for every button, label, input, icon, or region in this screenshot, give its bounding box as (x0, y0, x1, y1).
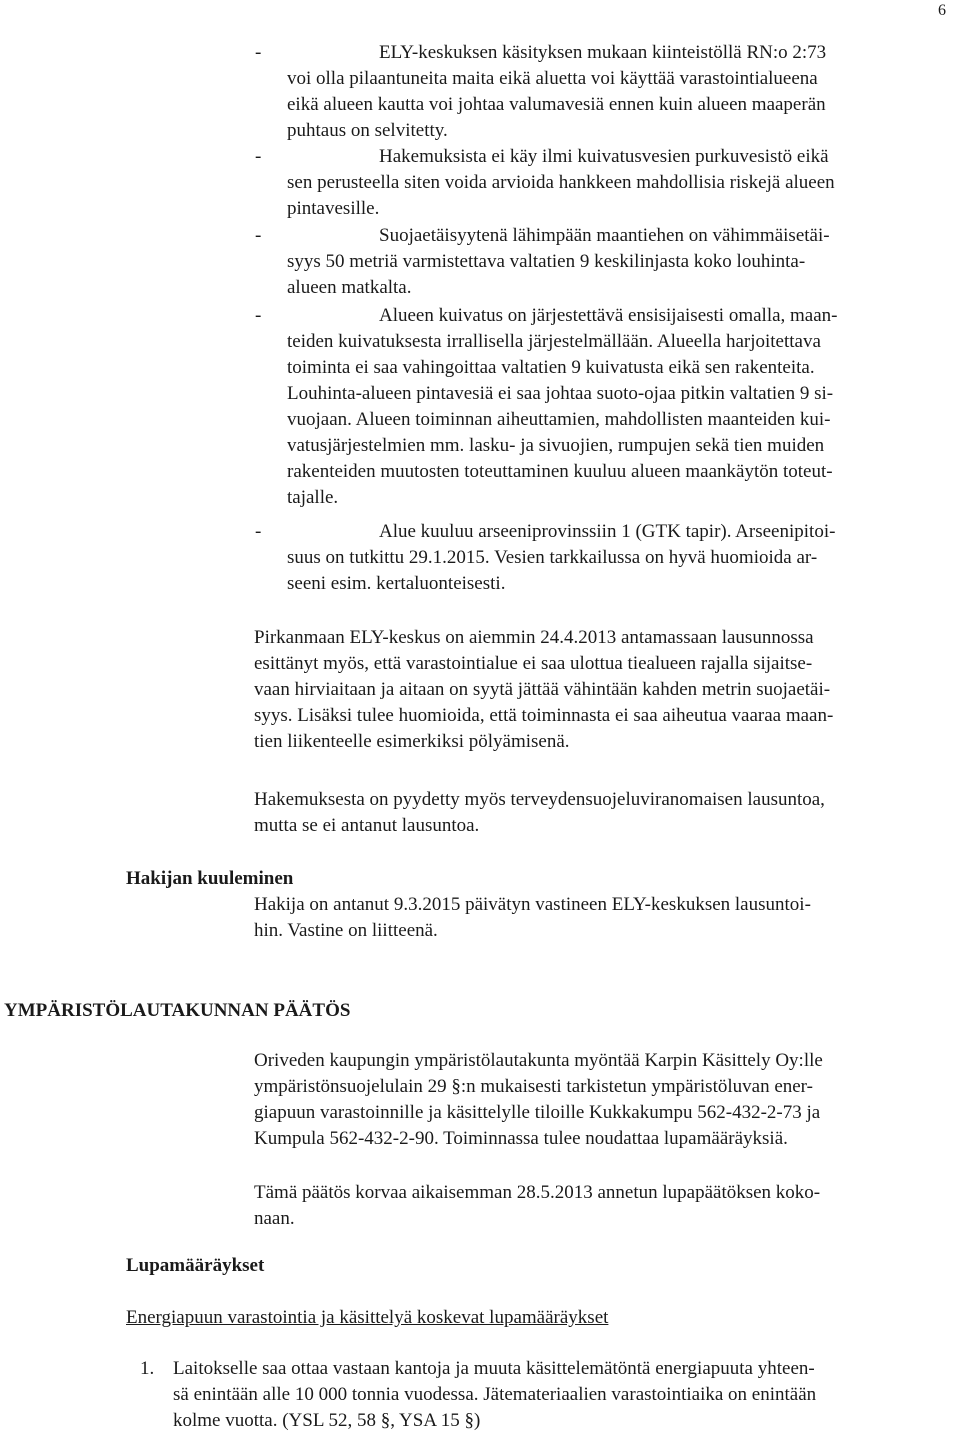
paragraph-line: Hakija on antanut 9.3.2015 päivätyn vastineen ELY-keskuksen lausuntoi- (254, 894, 811, 915)
paragraph-line: syys. Lisäksi tulee huomioida, että toiminnasta ei saa aiheutua vaaraa maan- (254, 705, 834, 726)
bullet-line: voi olla pilaantuneita maita eikä aluetta voi käyttää varastointialueena (287, 68, 818, 89)
subheading-energy-wood: Energiapuun varastointia ja käsittelyä koskevat lupamääräykset (126, 1307, 609, 1328)
bullet-line: Hakemuksista ei käy ilmi kuivatusvesien purkuvesistö eikä (379, 146, 829, 167)
paragraph-line: Pirkanmaan ELY-keskus on aiemmin 24.4.2013 antamassaan lausunnossa (254, 627, 814, 648)
bullet-line: toiminta ei saa vahingoittaa valtatien 9 kuivatusta eikä sen rakenteita. (287, 357, 815, 378)
bullet-line: Alue kuuluu arseeniprovinssiin 1 (GTK tapir). Arseenipitoi- (379, 521, 836, 542)
bullet-dash: - (255, 146, 262, 167)
bullet-line: vatusjärjestelmien mm. lasku- ja sivuojien, rumpujen sekä tien muiden (287, 435, 825, 456)
paragraph-health-authority (254, 787, 825, 839)
page-number: 6 (938, 2, 946, 19)
bullet-line: rakenteiden muutosten toteuttaminen kuuluu alueen maankäytön toteut- (287, 461, 833, 482)
paragraph-line: tien liikenteelle esimerkiksi pölyämisenä. (254, 731, 570, 752)
list-item-line: sä enintään alle 10 000 tonnia vuodessa. Jätemateriaalien varastointiaika on enintään (173, 1384, 817, 1405)
paragraph-line: Hakemuksesta on pyydetty myös terveydensuojeluviranomaisen lausuntoa, (254, 789, 825, 810)
bullet-item (287, 40, 826, 144)
section-heading-hakija: Hakijan kuuleminen (126, 868, 294, 889)
paragraph-replaces (254, 1180, 820, 1232)
paragraph-line: ympäristönsuojelulain 29 §:n mukaisesti tarkistetun ympäristöluvan ener- (254, 1076, 813, 1097)
bullet-dash: - (255, 305, 262, 326)
paragraph-line: mutta se ei antanut lausuntoa. (254, 815, 480, 836)
list-item-line: kolme vuotta. (YSL 52, 58 §, YSA 15 §) (173, 1410, 481, 1431)
bullet-line: tajalle. (287, 487, 339, 508)
section-heading-paatos: YMPÄRISTÖLAUTAKUNNAN PÄÄTÖS (4, 1000, 351, 1021)
bullet-line: puhtaus on selvitetty. (287, 120, 448, 141)
paragraph-line: hin. Vastine on liitteenä. (254, 920, 438, 941)
bullet-line: seeni esim. kertaluonteisesti. (287, 573, 506, 594)
paragraph-line: Oriveden kaupungin ympäristölautakunta myöntää Karpin Käsittely Oy:lle (254, 1050, 823, 1071)
bullet-item (287, 223, 830, 301)
list-item-line: Laitokselle saa ottaa vastaan kantoja ja muuta käsittelemätöntä energiapuuta yhteen- (173, 1358, 815, 1379)
bullet-line: Alueen kuivatus on järjestettävä ensisijaisesti omalla, maan- (379, 305, 838, 326)
bullet-line: pintavesille. (287, 198, 380, 219)
bullet-item (287, 303, 838, 511)
paragraph-line: Tämä päätös korvaa aikaisemman 28.5.2013 annetun lupapäätöksen koko- (254, 1182, 821, 1203)
paragraph-line: Kumpula 562-432-2-90. Toiminnassa tulee noudattaa lupamääräyksiä. (254, 1128, 788, 1149)
paragraph-line: esittänyt myös, että varastointialue ei saa ulottua tiealueen rajalla sijaitse- (254, 653, 813, 674)
bullet-line: syys 50 metriä varmistettava valtatien 9 keskilinjasta koko louhinta- (287, 251, 806, 272)
bullet-line: alueen matkalta. (287, 277, 412, 298)
bullet-line: ELY-keskuksen käsityksen mukaan kiinteistöllä RN:o 2:73 (379, 42, 827, 63)
paragraph-line: vaan hirviaitaan ja aitaan on syytä jättää vähintään kahden metrin suojaetäi- (254, 679, 831, 700)
bullet-line: eikä alueen kautta voi johtaa valumavesiä ennen kuin alueen maaperän (287, 94, 826, 115)
bullet-item (287, 144, 835, 222)
paragraph-line: giapuun varastoinnille ja käsittelylle tiloille Kukkakumpu 562-432-2-73 ja (254, 1102, 821, 1123)
bullet-line: vuojaan. Alueen toiminnan aiheuttamien, mahdollisten maanteiden kui- (287, 409, 831, 430)
bullet-line: teiden kuivatuksesta irrallisella järjestelmällään. Alueella harjoitettava (287, 331, 821, 352)
paragraph-line: naan. (254, 1208, 295, 1229)
bullet-dash: - (255, 521, 262, 542)
bullet-line: Louhinta-alueen pintavesiä ei saa johtaa suoto-ojaa pitkin valtatien 9 si- (287, 383, 834, 404)
paragraph-ely-statement (254, 625, 833, 755)
list-item (173, 1356, 816, 1434)
list-item-number: 1. (140, 1358, 155, 1379)
bullet-dash: - (255, 225, 262, 246)
bullet-dash: - (255, 42, 262, 63)
bullet-item (287, 519, 835, 597)
bullet-line: Suojaetäisyytenä lähimpään maantiehen on vähimmäisetäi- (379, 225, 830, 246)
paragraph-decision (254, 1048, 823, 1152)
bullet-line: suus on tutkittu 29.1.2015. Vesien tarkkailussa on hyvä huomioida ar- (287, 547, 818, 568)
paragraph-hakija (254, 892, 811, 944)
bullet-line: sen perusteella siten voida arvioida hankkeen mahdollisia riskejä alueen (287, 172, 835, 193)
section-heading-lupa: Lupamääräykset (126, 1255, 265, 1276)
